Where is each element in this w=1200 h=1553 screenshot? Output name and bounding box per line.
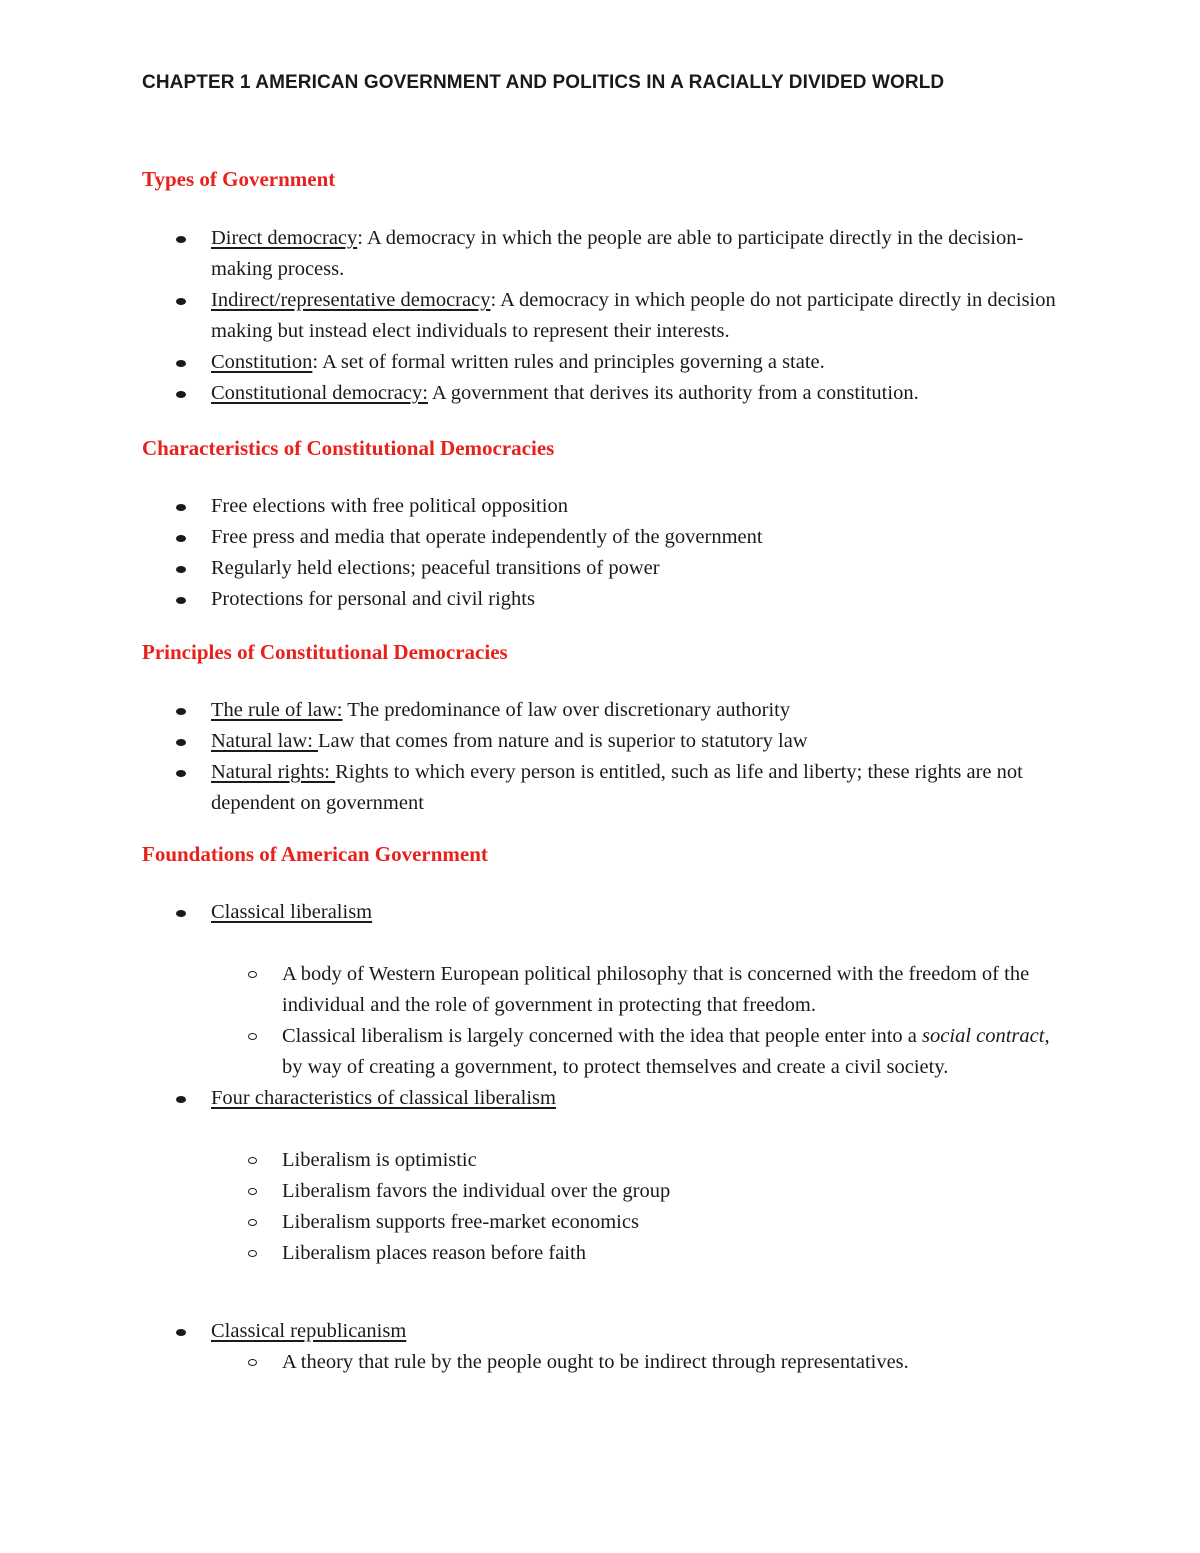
term: Indirect/representative democracy (211, 289, 491, 311)
item-text: Regularly held elections; peaceful transitions of power (211, 557, 660, 579)
section-heading: Principles of Constitutional Democracies (142, 640, 508, 664)
list-item (142, 378, 1061, 409)
item-text: Free press and media that operate independently of the government (211, 526, 763, 548)
sub-item-text: , by way of creating a government, to protect themselves and create a civil society. (282, 1025, 1050, 1078)
list-item (142, 347, 1061, 378)
bullet-icon (176, 770, 186, 777)
item-text: Free elections with free political opposition (211, 495, 568, 517)
sub-list-item (211, 1238, 1062, 1269)
sub-list (211, 1347, 1061, 1378)
bullet-icon (176, 236, 186, 243)
sub-list-item (211, 1207, 1062, 1238)
bullet-list (142, 897, 1082, 1269)
bullet-icon (176, 298, 186, 305)
sub-item-text: A theory that rule by the people ought to be indirect through representatives. (282, 1351, 909, 1373)
sub-list (211, 1145, 1061, 1269)
list-item (142, 1083, 1061, 1269)
sub-list-item (211, 1347, 1062, 1378)
term: The rule of law: (211, 699, 343, 721)
list-item (142, 1316, 1061, 1378)
definition: Rights to which every person is entitled, such as life and liberty; these rights are not dependent on government (211, 761, 1023, 814)
sub-list (211, 959, 1061, 1083)
bullet-icon (176, 597, 186, 604)
bullet-icon (176, 504, 186, 511)
bullet-icon (176, 910, 186, 917)
list-item (142, 522, 1061, 553)
section-characteristics (142, 436, 1082, 615)
sub-item-text: A body of Western European political philosophy that is concerned with the freedom of the individual and the role of government in protecting that freedom. (282, 963, 1030, 1016)
section-principles (142, 640, 1082, 819)
list-item (142, 491, 1061, 522)
document-title: CHAPTER 1 AMERICAN GOVERNMENT AND POLITICS IN A RACIALLY DIVIDED WORLD (142, 72, 945, 93)
sub-item-text: Classical liberalism is largely concerned with the idea that people enter into a (282, 1025, 923, 1047)
circle-bullet-icon (248, 1250, 257, 1257)
sub-item-text: Liberalism is optimistic (282, 1149, 477, 1171)
bullet-icon (176, 535, 186, 542)
term: Natural rights: (211, 761, 336, 783)
list-item (142, 757, 1061, 819)
section-heading: Foundations of American Government (142, 842, 488, 866)
term: Classical republicanism (211, 1320, 407, 1342)
section-foundations (142, 842, 1082, 1269)
item-text: Protections for personal and civil rights (211, 588, 535, 610)
list-item (142, 553, 1061, 584)
list-item (142, 695, 1061, 726)
bullet-icon (176, 360, 186, 367)
sub-list-item (211, 1021, 1062, 1083)
sub-list-item (211, 959, 1062, 1021)
bullet-list (142, 695, 1082, 819)
circle-bullet-icon (248, 1033, 257, 1040)
bullet-list (142, 491, 1082, 615)
circle-bullet-icon (248, 1188, 257, 1195)
circle-bullet-icon (248, 971, 257, 978)
sub-item-text: Liberalism supports free-market economics (282, 1211, 639, 1233)
emphasized-term: social contract (922, 1025, 1045, 1047)
list-item (142, 285, 1061, 347)
definition: : A set of formal written rules and principles governing a state. (312, 351, 825, 373)
definition: Law that comes from nature and is superior to statutory law (318, 730, 808, 752)
circle-bullet-icon (248, 1359, 257, 1366)
definition: The predominance of law over discretionary authority (342, 699, 791, 721)
list-item (142, 897, 1061, 1083)
bullet-icon (176, 391, 186, 398)
term: Four characteristics of classical liberalism (211, 1087, 556, 1109)
term: Constitutional democracy: (211, 382, 428, 404)
term: Natural law: (211, 730, 319, 752)
bullet-list (142, 223, 1082, 409)
section-heading: Types of Government (142, 167, 336, 191)
term: Constitution (211, 351, 313, 373)
section-republicanism (142, 1316, 1082, 1378)
definition: : A democracy in which the people are able to participate directly in the decision-making process. (211, 227, 1024, 280)
definition: A government that derives its authority from a constitution. (427, 382, 919, 404)
bullet-icon (176, 566, 186, 573)
sub-item-text: Liberalism places reason before faith (282, 1242, 586, 1264)
sub-list-item (211, 1176, 1062, 1207)
bullet-icon (176, 1329, 186, 1336)
list-item (142, 584, 1061, 615)
term: Direct democracy (211, 227, 358, 249)
bullet-icon (176, 739, 186, 746)
bullet-icon (176, 708, 186, 715)
section-heading: Characteristics of Constitutional Democracies (142, 436, 555, 460)
section-types-of-government (142, 167, 1082, 409)
definition: : A democracy in which people do not participate directly in decision making but instead elect individuals to represent their interests. (211, 289, 1056, 342)
circle-bullet-icon (248, 1157, 257, 1164)
term: Classical liberalism (211, 901, 373, 923)
sub-list-item (211, 1145, 1062, 1176)
circle-bullet-icon (248, 1219, 257, 1226)
list-item (142, 223, 1061, 285)
list-item (142, 726, 1061, 757)
bullet-icon (176, 1096, 186, 1103)
bullet-list (142, 1316, 1082, 1378)
sub-item-text: Liberalism favors the individual over the group (282, 1180, 671, 1202)
